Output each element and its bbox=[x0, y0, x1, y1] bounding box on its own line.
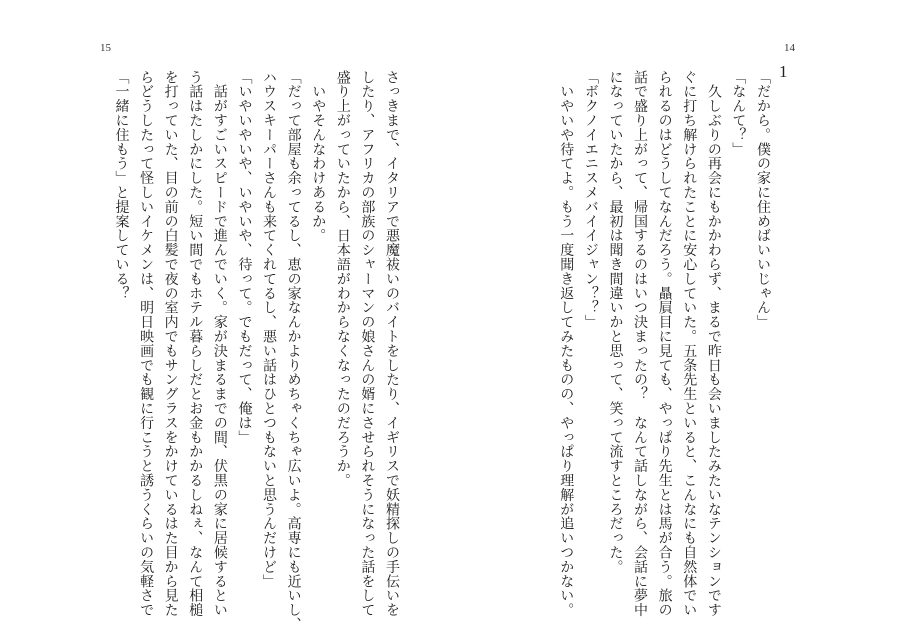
text-line: 「なんて？」 bbox=[730, 70, 747, 157]
text-line: 「だって部屋も余ってるし、恵の家なんかよりめちゃくちゃ広いよ。高専にも近いし、 bbox=[285, 70, 302, 632]
text-line: 「ボクノイエニスメバイイジャン？？」 bbox=[582, 70, 599, 330]
right-page-text bbox=[525, 70, 775, 618]
text-line: したり、アフリカの部族のシャーマンの娘さんの婿にさせられそうになった話をして bbox=[359, 70, 376, 618]
page-number-left: 15 bbox=[100, 42, 111, 54]
text-line: らどうしたって怪しいイケメンは、明日映画でも観に行こうと誘うくらいの気軽さで bbox=[138, 70, 155, 618]
left-page-text bbox=[113, 70, 404, 632]
text-line: いやそんなわけあるか。 bbox=[310, 70, 327, 243]
text-line: を打っていた、目の前の白髪で夜の室内でもサングラスをかけているはた目から見た bbox=[162, 70, 179, 618]
text-line: 盛り上がっていたから、日本語がわからなくなったのだろうか。 bbox=[334, 70, 351, 488]
text-line: う話はたしかにした。短い間でもホテル暮らしだとお金もかかるしねぇ、なんて相槌 bbox=[187, 70, 204, 618]
text-line: 「いやいやいや、いやいや、待って。でもだって、俺は」 bbox=[236, 70, 253, 445]
chapter-number: 1 bbox=[779, 62, 788, 81]
text-line: 話で盛り上がって、帰国するのはいつ決まったの？ なんて話しながら、会話に夢中 bbox=[632, 70, 649, 618]
text-line: 「一緒に住もう」と提案している？ bbox=[113, 70, 130, 301]
text-line: ハウスキーパーさんも来てくれてるし、悪い話はひとつもないと思うんだけど」 bbox=[261, 70, 278, 589]
text-line: いやいや待てよ。もう一度聞き返してみたものの、やっぱり理解が追いつかない。 bbox=[558, 70, 575, 618]
text-line: ぐに打ち解けられたことに安心していた。五条先生といると、こんなにも自然体でい bbox=[681, 70, 698, 618]
text-line: 久しぶりの再会にもかかわらず、まるで昨日も会いましたみたいなテンションです bbox=[705, 70, 722, 618]
text-line: になっていたから、最初は聞き間違いかと思って、笑って流すところだった。 bbox=[607, 70, 624, 574]
text-line: 話がすごいスピードで進んでいく。家が決まるまでの間、伏黒の家に居候するとい bbox=[211, 70, 228, 618]
text-line: 「だから。僕の家に住めばいいじゃん」 bbox=[755, 70, 771, 330]
text-line: られるのはどうしてなんだろう。贔屓目に見ても、やっぱり先生とは馬が合う。旅の bbox=[656, 70, 673, 618]
text-line: さっきまで、イタリアで悪魔祓いのバイトをしたり、イギリスで妖精探しの手伝いを bbox=[384, 70, 400, 618]
page-number-right: 14 bbox=[784, 42, 795, 54]
